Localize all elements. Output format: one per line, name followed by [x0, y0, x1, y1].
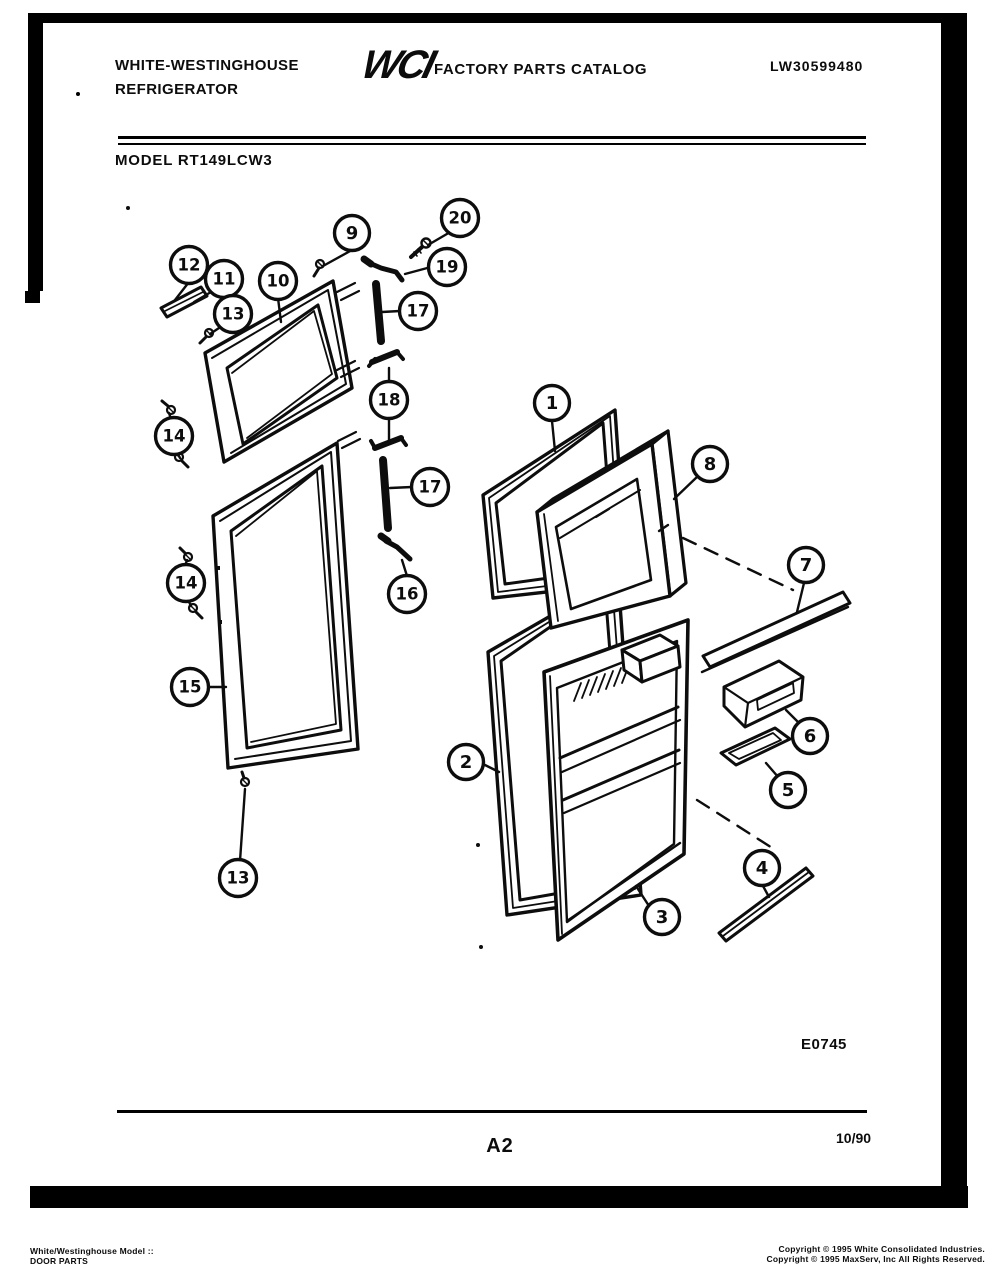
callout-65	[793, 719, 828, 754]
svg-text:11: 11	[212, 269, 236, 289]
svg-text:17: 17	[406, 301, 430, 321]
callout-87	[693, 447, 728, 482]
svg-text:5: 5	[781, 780, 795, 801]
svg-text:3: 3	[655, 907, 669, 928]
svg-text:14: 14	[174, 573, 198, 593]
footer-divider	[117, 1110, 867, 1113]
mounting-screws	[162, 329, 249, 786]
callout-leader-lines	[169, 231, 804, 906]
svg-text:20: 20	[448, 208, 472, 228]
svg-text:12: 12	[177, 255, 201, 275]
callout-76	[789, 548, 824, 583]
callout-1718	[400, 293, 437, 330]
inner-door-panel-shape	[544, 620, 688, 940]
callout-1211	[171, 247, 208, 284]
svg-text:17: 17	[418, 477, 442, 497]
svg-text:13: 13	[226, 868, 250, 888]
svg-text:15: 15	[178, 677, 202, 697]
callout-2022	[442, 200, 479, 237]
svg-text:19: 19	[435, 257, 459, 277]
callout-1719	[412, 469, 449, 506]
tray-5-shape	[721, 728, 790, 765]
svg-text:1: 1	[545, 393, 559, 414]
callout-109	[260, 263, 297, 300]
callout-1921	[429, 249, 466, 286]
catalog-title: FACTORY PARTS CATALOG	[434, 61, 648, 78]
callout-1110	[206, 261, 243, 298]
svg-text:16: 16	[395, 584, 419, 604]
svg-text:7: 7	[799, 555, 813, 576]
callout-1414	[156, 418, 193, 455]
callout-1312	[215, 296, 252, 333]
shelf-endcap-6-shape	[724, 661, 803, 727]
callout-54	[771, 773, 806, 808]
svg-text:14: 14	[162, 426, 186, 446]
svg-text:10: 10	[266, 271, 290, 291]
svg-text:8: 8	[703, 454, 717, 475]
svg-text:6: 6	[803, 726, 817, 747]
shelf-trim-7-shape	[702, 592, 850, 672]
model-label: MODEL RT149LCW3	[115, 152, 273, 169]
callout-32	[645, 900, 680, 935]
document-number: LW30599480	[770, 58, 864, 74]
svg-text:9: 9	[345, 223, 359, 244]
revision-date: 10/90	[836, 1130, 872, 1146]
brand-line-1: WHITE-WESTINGHOUSE	[115, 57, 299, 74]
footer-model-block	[30, 1246, 154, 1266]
callout-1617	[389, 576, 426, 613]
callout-43	[745, 851, 780, 886]
callout-1313	[220, 860, 257, 897]
footer-section-line: DOOR PARTS	[30, 1256, 89, 1266]
drawing-code: E0745	[801, 1036, 847, 1053]
brand-line-2: REFRIGERATOR	[115, 81, 239, 98]
handle-trim-shape	[161, 287, 207, 317]
lower-door-retainer-shape	[213, 443, 358, 768]
copyright-line-1: Copyright © 1995 White Consolidated Industries.	[778, 1244, 985, 1254]
svg-text:13: 13	[221, 304, 245, 324]
callout-1516	[172, 669, 209, 706]
page-number: A2	[486, 1135, 514, 1157]
callout-1820	[371, 382, 408, 419]
callout-10	[535, 386, 570, 421]
svg-text:2: 2	[459, 752, 473, 773]
freezer-door-shape	[537, 431, 686, 628]
callout-98	[335, 216, 370, 251]
svg-text:18: 18	[377, 390, 401, 410]
callout-21	[449, 745, 484, 780]
callout-1415	[168, 565, 205, 602]
svg-text:4: 4	[755, 858, 769, 879]
footer-model-line: White/Westinghouse Model ::	[30, 1246, 154, 1256]
wci-logo: WCI	[357, 43, 438, 87]
copyright-line-2: Copyright © 1995 MaxServ, Inc All Rights Reserved.	[766, 1254, 985, 1264]
copyright-block	[585, 1244, 985, 1264]
